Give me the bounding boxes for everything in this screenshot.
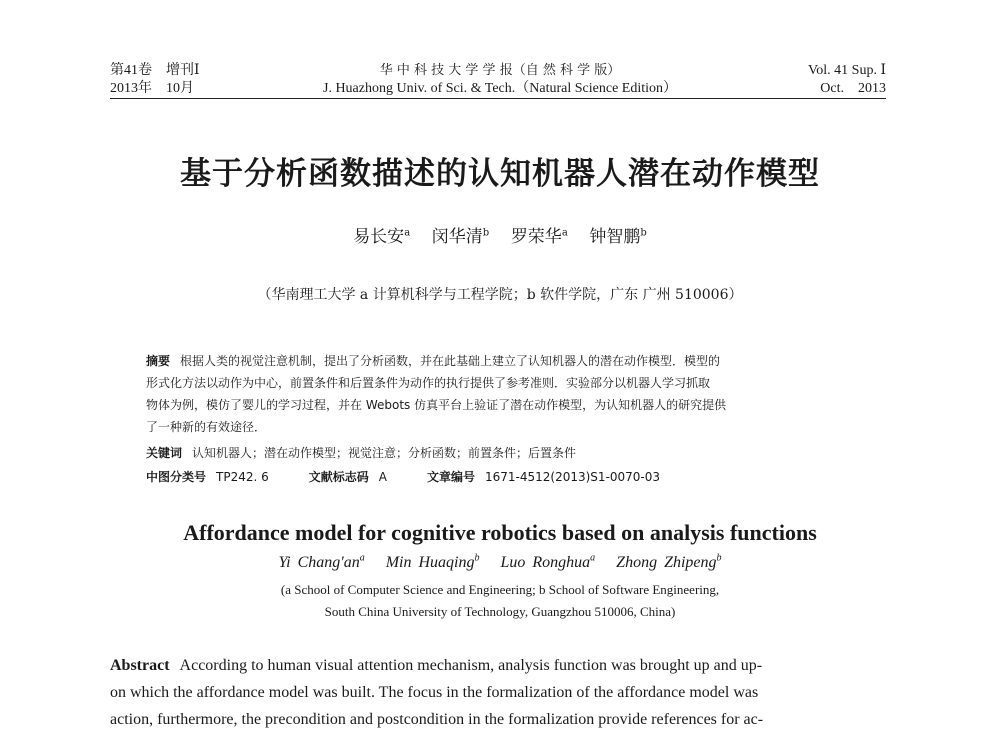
doc-code-value: A	[378, 470, 387, 484]
author-cn: 罗荣华$^a$	[510, 227, 568, 247]
abstract-en-line: on which the affordance model was built. The focus in the formalization of the affordance model was	[110, 684, 759, 701]
paper-title-cn: 基于分析函数描述的认知机器人潜在动作模型	[180, 156, 820, 192]
abstract-cn-line: 了一种新的有效途径．	[146, 420, 267, 434]
author-cn: 钟智鹏$^b$	[589, 227, 647, 247]
clc-value: TP242. 6	[216, 470, 269, 484]
keywords-cn-label: 关键词	[146, 446, 183, 460]
abstract-en-label: Abstract	[110, 657, 170, 674]
author-cn: 易长安$^a$	[353, 227, 411, 247]
author-en: Luo Ronghua$^a$	[500, 553, 596, 572]
header-date-en: Oct. 2013	[820, 81, 886, 96]
header-rule	[110, 98, 886, 99]
article-no-label: 文章编号	[426, 470, 475, 484]
article-no-value: 1671-4512(2013)S1-0070-03	[485, 470, 661, 484]
abstract-en-line: Abstract According to human visual attention mechanism, analysis function was brought up and up-	[110, 657, 763, 674]
author-en: Min Huaqing$^b$	[385, 553, 480, 572]
abstract-cn-label: 摘要	[146, 354, 171, 368]
affiliation-cn: （华南理工大学 a 计算机科学与工程学院；b 软件学院，广东 广州 510006）	[257, 287, 743, 303]
keywords-cn: 关键词 认知机器人；潜在动作模型；视觉注意；分析函数；前置条件；后置条件	[146, 446, 577, 460]
authors-cn	[0, 222, 1000, 247]
affiliation-en-line1: (a School of Computer Science and Engineering; b School of Software Engineering,	[280, 582, 720, 597]
header-volume-en: Vol. 41 Sup. Ⅰ	[807, 63, 886, 78]
author-en: Yi $Chang'an^a$	[278, 553, 365, 572]
author-en: Zhong Zhipeng$^b$	[616, 553, 722, 572]
classification-line	[146, 466, 660, 488]
header-date: 2013年 10月	[110, 81, 194, 96]
header-journal-en: J. Huazhong Univ. of Sci. & Tech.（Natural Science Edition）	[323, 81, 677, 96]
author-cn: 闵华清$^b$	[431, 227, 490, 247]
affiliation-en-line2: South China University of Technology, Guangzhou 510006, China)	[324, 604, 676, 619]
abstract-cn-line: 形式化方法以动作为中心，前置条件和后置条件为动作的执行提供了参考准则．实验部分以机器人学习抓取	[146, 376, 711, 390]
doc-code-label: 文献标志码	[308, 470, 369, 484]
abstract-en-line: action, furthermore, the precondition and postcondition in the formalization provide references for ac-	[110, 711, 764, 728]
authors-en	[0, 553, 1000, 572]
header-journal-cn: 华 中 科 技 大 学 学 报（自 然 科 学 版）	[379, 63, 621, 78]
abstract-cn-line: 物体为例，模仿了婴儿的学习过程，并在 Webots 仿真平台上验证了潜在动作模型，为认知机器人的研究提供	[146, 398, 727, 412]
abstract-cn-line: 摘要 根据人类的视觉注意机制，提出了分析函数，并在此基础上建立了认知机器人的潜在动作模型．模型的	[146, 354, 721, 368]
clc-label: 中图分类号	[146, 470, 207, 484]
paper-title-en: Affordance model for cognitive robotics based on analysis functions	[183, 520, 817, 545]
header-volume-issue: 第41卷 增刊Ⅰ	[110, 63, 200, 78]
